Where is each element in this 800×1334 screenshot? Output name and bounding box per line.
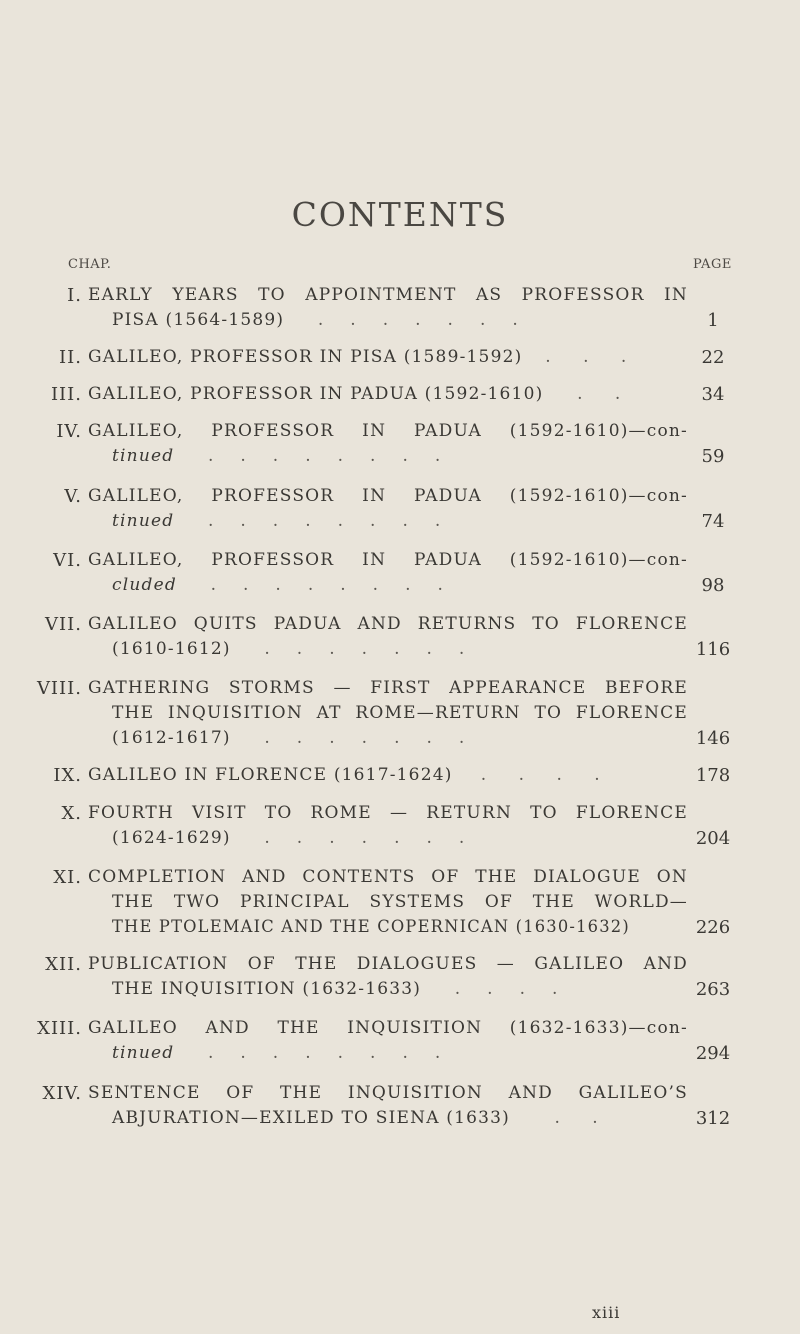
chapter-title-line: GALILEO, PROFESSOR IN PADUA (1592-1610)—con-: [88, 486, 688, 506]
chapter-title-line: (1624-1629) . . . . . . .: [112, 828, 465, 848]
chapter-title-line: GATHERING STORMS — FIRST APPEARANCE BEFORE: [88, 678, 688, 698]
chapter-title-line: THE PTOLEMAIC AND THE COPERNICAN (1630-1632): [112, 917, 630, 936]
chapter-title-line: GALILEO, PROFESSOR IN PADUA (1592-1610) . .: [88, 384, 621, 404]
page-number: 34: [701, 384, 725, 405]
chapter-number: XIII.: [37, 1018, 82, 1039]
chapter-column-header: CHAP.: [68, 257, 112, 272]
chapter-number: III.: [50, 384, 82, 405]
page-number: 22: [701, 347, 725, 368]
page-number: 146: [695, 728, 731, 749]
chapter-title-line: (1612-1617) . . . . . . .: [112, 728, 465, 748]
chapter-title-line: THE INQUISITION (1632-1633) . . . .: [112, 979, 558, 999]
page-number: 1: [707, 310, 719, 331]
chapter-title-line: PUBLICATION OF THE DIALOGUES — GALILEO AND: [88, 954, 688, 974]
page-number: 294: [695, 1043, 731, 1064]
chapter-number: XI.: [53, 867, 82, 888]
chapter-number: VI.: [53, 550, 82, 571]
chapter-title-line: tinued . . . . . . . .: [112, 1043, 441, 1063]
chapter-number: I.: [67, 285, 82, 306]
page-number: 116: [695, 639, 731, 660]
page-title: CONTENTS: [291, 195, 509, 234]
chapter-title-line: PISA (1564-1589) . . . . . . .: [112, 310, 518, 330]
chapter-number: XIV.: [42, 1083, 82, 1104]
chapter-number: V.: [64, 486, 82, 507]
page-number: 74: [701, 511, 725, 532]
chapter-number: XII.: [45, 954, 82, 975]
chapter-title-line: ABJURATION—EXILED TO SIENA (1633) . .: [112, 1108, 598, 1128]
chapter-title-line: FOURTH VISIT TO ROME — RETURN TO FLORENCE: [88, 803, 688, 823]
chapter-number: VII.: [45, 614, 82, 635]
page-folio: xiii: [592, 1303, 621, 1322]
page-column-header: PAGE: [693, 257, 732, 272]
chapter-title-line: GALILEO IN FLORENCE (1617-1624) . . . .: [88, 765, 600, 785]
page-number: 204: [695, 828, 731, 849]
chapter-title-line: cluded . . . . . . . .: [112, 575, 443, 595]
page-number: 178: [695, 765, 731, 786]
chapter-number: VIII.: [36, 678, 82, 699]
page-number: 312: [695, 1108, 731, 1129]
chapter-title-line: GALILEO QUITS PADUA AND RETURNS TO FLORENCE: [88, 614, 688, 634]
chapter-title-line: GALILEO AND THE INQUISITION (1632-1633)—con-: [88, 1018, 688, 1038]
chapter-title-line: GALILEO, PROFESSOR IN PADUA (1592-1610)—con-: [88, 421, 688, 441]
chapter-title-line: COMPLETION AND CONTENTS OF THE DIALOGUE ON: [88, 867, 688, 887]
chapter-number: II.: [59, 347, 82, 368]
chapter-title-line: SENTENCE OF THE INQUISITION AND GALILEO’S: [88, 1083, 688, 1103]
chapter-number: IV.: [56, 421, 82, 442]
page-number: 98: [701, 575, 725, 596]
chapter-title-line: THE TWO PRINCIPAL SYSTEMS OF THE WORLD—: [112, 892, 688, 912]
page-number: 59: [701, 446, 725, 467]
chapter-title-line: THE INQUISITION AT ROME—RETURN TO FLORENCE: [112, 703, 688, 723]
chapter-number: X.: [61, 803, 82, 824]
page-number: 263: [695, 979, 731, 1000]
chapter-title-line: tinued . . . . . . . .: [112, 446, 441, 466]
chapter-title-line: tinued . . . . . . . .: [112, 511, 441, 531]
chapter-title-line: (1610-1612) . . . . . . .: [112, 639, 465, 659]
chapter-title-line: GALILEO, PROFESSOR IN PADUA (1592-1610)—con-: [88, 550, 688, 570]
chapter-title-line: GALILEO, PROFESSOR IN PISA (1589-1592) . . .: [88, 347, 627, 367]
chapter-number: IX.: [53, 765, 82, 786]
page-number: 226: [695, 917, 731, 938]
chapter-title-line: EARLY YEARS TO APPOINTMENT AS PROFESSOR IN: [88, 285, 688, 305]
